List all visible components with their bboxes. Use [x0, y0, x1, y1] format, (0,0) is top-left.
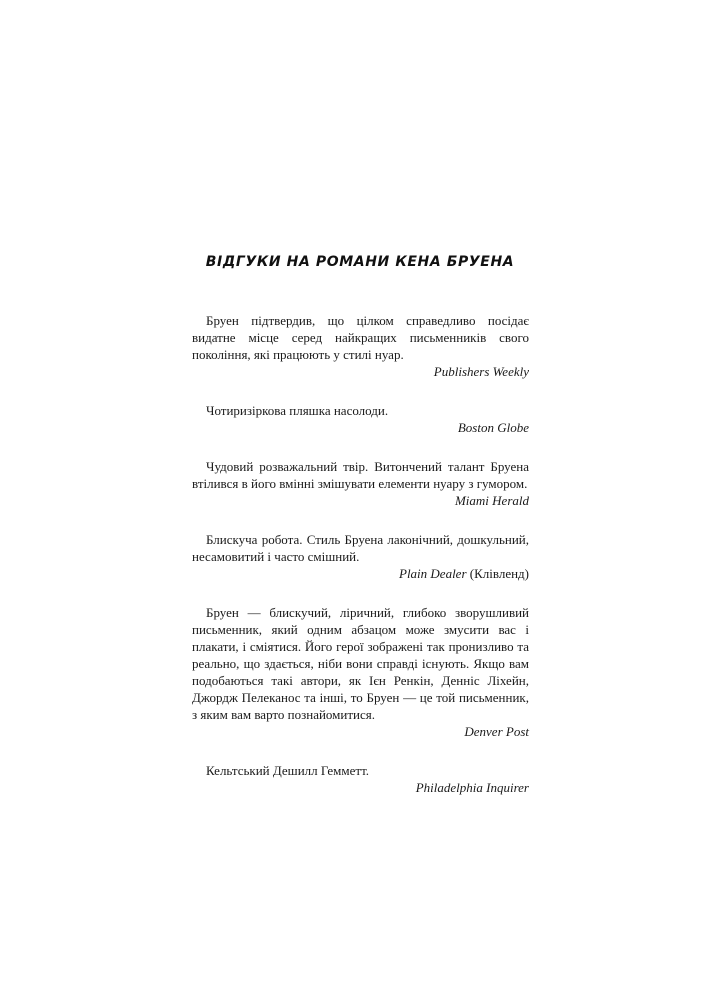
review-source: [192, 492, 529, 509]
review-source-name: Boston Globe: [457, 420, 529, 435]
review-source: [192, 419, 529, 436]
review-source-note: (Клівленд): [466, 566, 529, 581]
review-quote: Блискуча робота. Стиль Бруена лаконічний, дошкульний, несамовитий і часто смішний.: [192, 532, 529, 564]
review-quote: Чудовий розважальний твір. Витончений талант Бруена втілився в його вмінні змішувати елементи нуару з гумором.: [192, 459, 529, 491]
review-source: [192, 363, 529, 380]
review-item: [192, 762, 529, 796]
review-item: [192, 458, 529, 509]
review-source: [192, 723, 529, 740]
review-item: [192, 312, 529, 380]
review-quote: Бруен підтвердив, що цілком справедливо посідає видатне місце серед найкращих письменників свого покоління, які працюють у стилі нуар.: [192, 313, 529, 362]
review-source-name: Publishers Weekly: [433, 364, 529, 379]
review-quote: Бруен — блискучий, ліричний, глибоко зворушливий письменник, який одним абзацом може змусити вас і плакати, і сміятися. Його герої зображені так пронизливо та реально, що здається, ніби вони справді існують. Якщо вам подобаються такі автори, як Ієн Ренкін, Денніс Ліхейн, Джордж Пелеканос та інші, то Бруен — це той письменник, з яким вам варто познайомитися.: [192, 605, 529, 722]
review-source-name: Miami Herald: [454, 493, 529, 508]
review-item: [192, 531, 529, 582]
review-source: [192, 565, 529, 582]
reviews-list: [192, 312, 529, 818]
review-item: [192, 604, 529, 740]
page-title: ВІДГУКИ НА РОМАНИ КЕНА БРУЕНА: [205, 254, 515, 270]
review-source-name: Plain Dealer: [399, 566, 467, 581]
review-source: [192, 779, 529, 796]
review-source-name: Philadelphia Inquirer: [415, 780, 529, 795]
review-quote: Чотиризіркова пляшка насолоди.: [206, 403, 389, 418]
review-quote: Кельтський Дешилл Гемметт.: [206, 763, 370, 778]
review-source-name: Denver Post: [464, 724, 529, 739]
review-item: [192, 402, 529, 436]
